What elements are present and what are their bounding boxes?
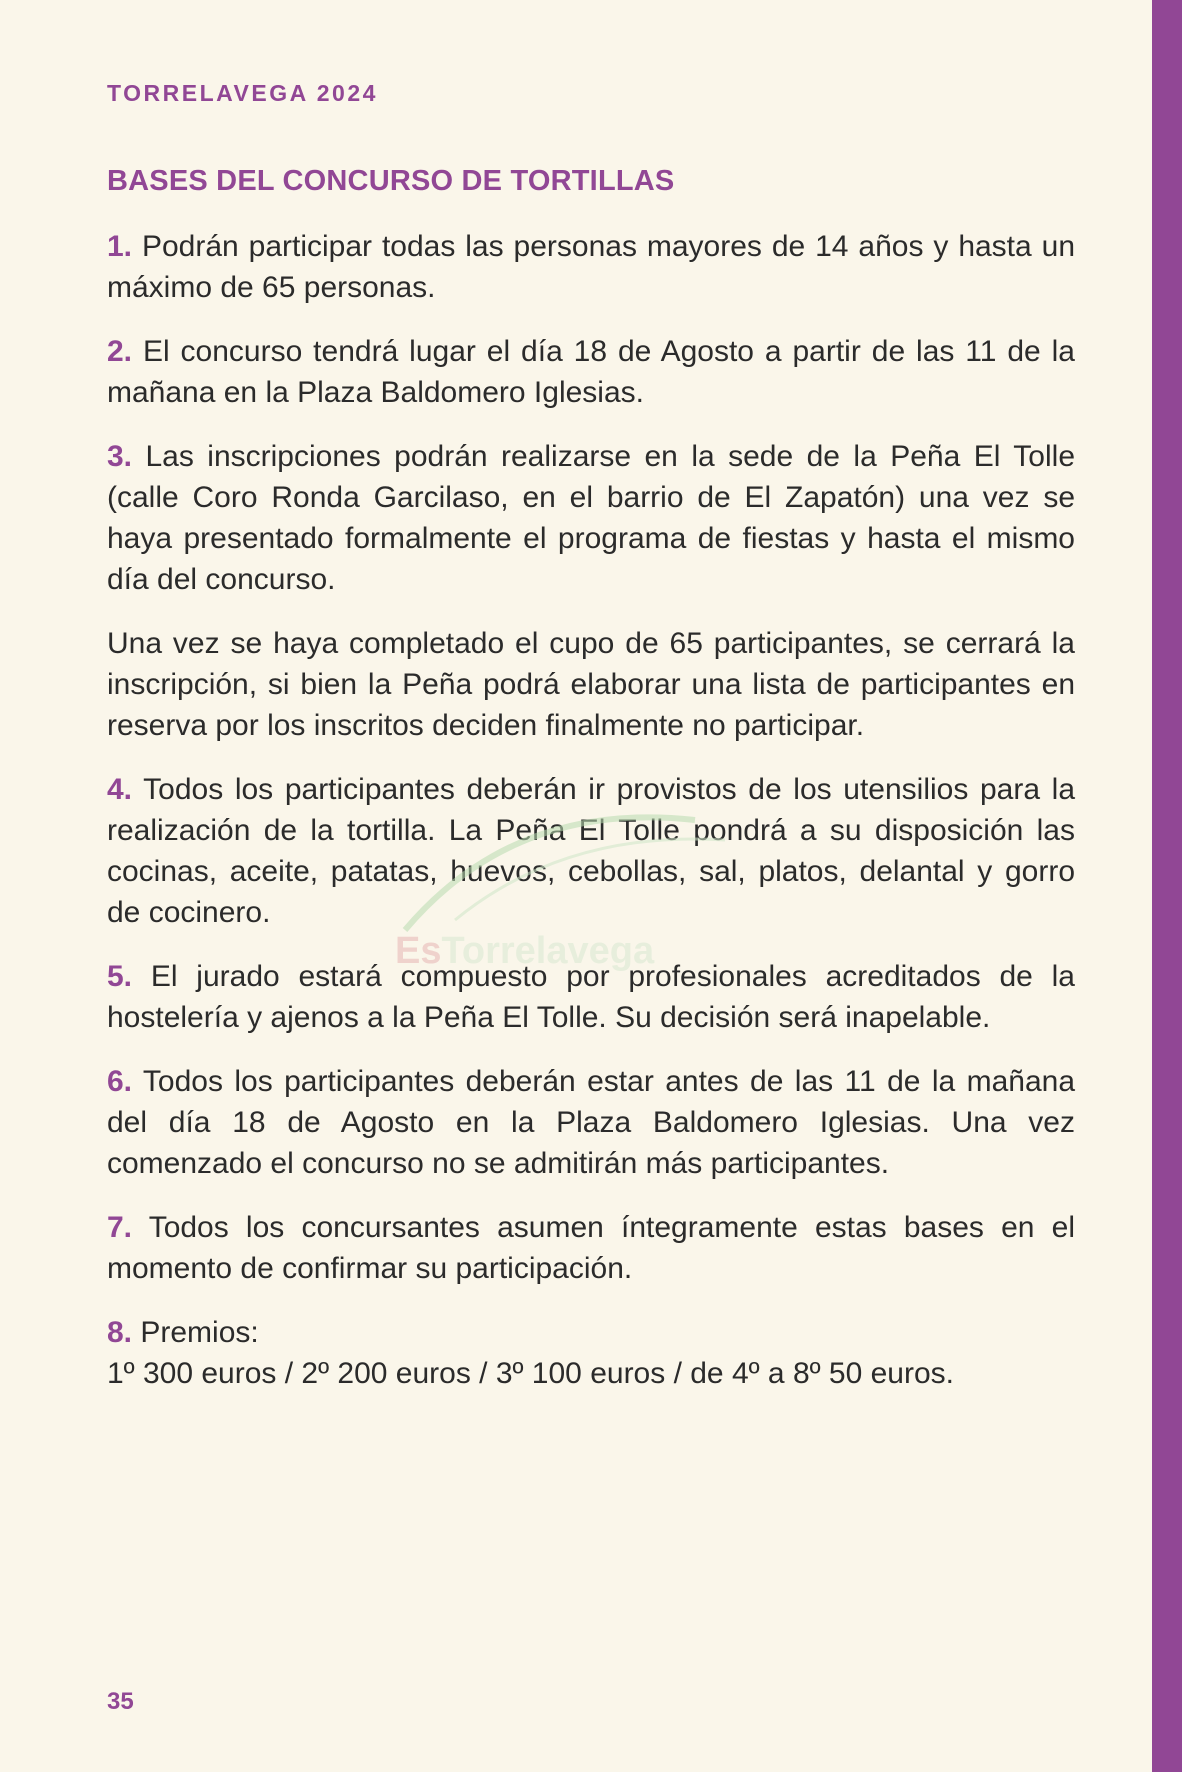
rule-text: Todos los participantes deberán ir provistos de los utensilios para la realización de la tortilla. La Peña El Tolle pondrá a su disposición las cocinas, aceite, patatas, huevos, cebollas, sal, platos, delantal y gorro de cocinero. — [107, 773, 1076, 929]
rule-text: Todos los concursantes asumen íntegramente estas bases en el momento de confirmar su participación. — [107, 1211, 1076, 1285]
rule-paragraph-1 — [107, 226, 1075, 308]
rule-paragraph-3b — [107, 623, 1075, 746]
rule-number: 7. — [107, 1211, 133, 1244]
rule-paragraph-7 — [107, 1207, 1075, 1289]
rule-number: 4. — [107, 773, 133, 806]
rule-number: 1. — [107, 230, 133, 263]
rule-text: El concurso tendrá lugar el día 18 de Agosto a partir de las 11 de la mañana en la Plaza Baldomero Iglesias. — [107, 335, 1075, 409]
rule-text: Podrán participar todas las personas mayores de 14 años y hasta un máximo de 65 personas. — [107, 230, 1075, 304]
watermark-es: Es — [395, 930, 442, 972]
rule-paragraph-3 — [107, 436, 1075, 600]
watermark-rest: Torrelavega — [441, 930, 655, 972]
rule-number: 3. — [107, 440, 133, 473]
rule-paragraph-8-prizes — [107, 1312, 1075, 1394]
section-title: BASES DEL CONCURSO DE TORTILLAS — [107, 165, 675, 197]
rule-text: Las inscripciones podrán realizarse en la sede de la Peña El Tolle (calle Coro Ronda Garcilaso, en el barrio de El Zapatón) una vez se haya presentado formalmente el programa de fiestas y hasta el mismo día del concurso. — [107, 440, 1075, 596]
rule-number: 5. — [107, 960, 133, 993]
rule-paragraph-6 — [107, 1061, 1075, 1184]
purple-side-bar — [1152, 0, 1182, 1772]
prizes-label: Premios: — [140, 1316, 259, 1349]
rule-number: 2. — [107, 335, 133, 368]
rule-paragraph-4 — [107, 769, 1075, 933]
rule-text: Una vez se haya completado el cupo de 65 participantes, se cerrará la inscripción, si bien la Peña podrá elaborar una lista de participantes en reserva por los inscritos deciden finalmente no participar. — [107, 627, 1075, 742]
running-header: TORRELAVEGA 2024 — [107, 80, 378, 106]
rule-text: El jurado estará compuesto por profesionales acreditados de la hostelería y ajenos a la Peña El Tolle. Su decisión será inapelable. — [107, 960, 1075, 1034]
rule-paragraph-5 — [107, 956, 1075, 1038]
rules-content — [107, 226, 1075, 1417]
prizes-list: 1º 300 euros / 2º 200 euros / 3º 100 euros / de 4º a 8º 50 euros. — [107, 1357, 955, 1390]
rule-paragraph-2 — [107, 331, 1075, 413]
rule-number: 6. — [107, 1065, 133, 1098]
rule-number: 8. — [107, 1316, 133, 1349]
rule-text: Todos los participantes deberán estar antes de las 11 de la mañana del día 18 de Agosto en la Plaza Baldomero Iglesias. Una vez comenzado el concurso no se admitirán más participantes. — [107, 1065, 1076, 1180]
page-number: 35 — [107, 1688, 134, 1715]
